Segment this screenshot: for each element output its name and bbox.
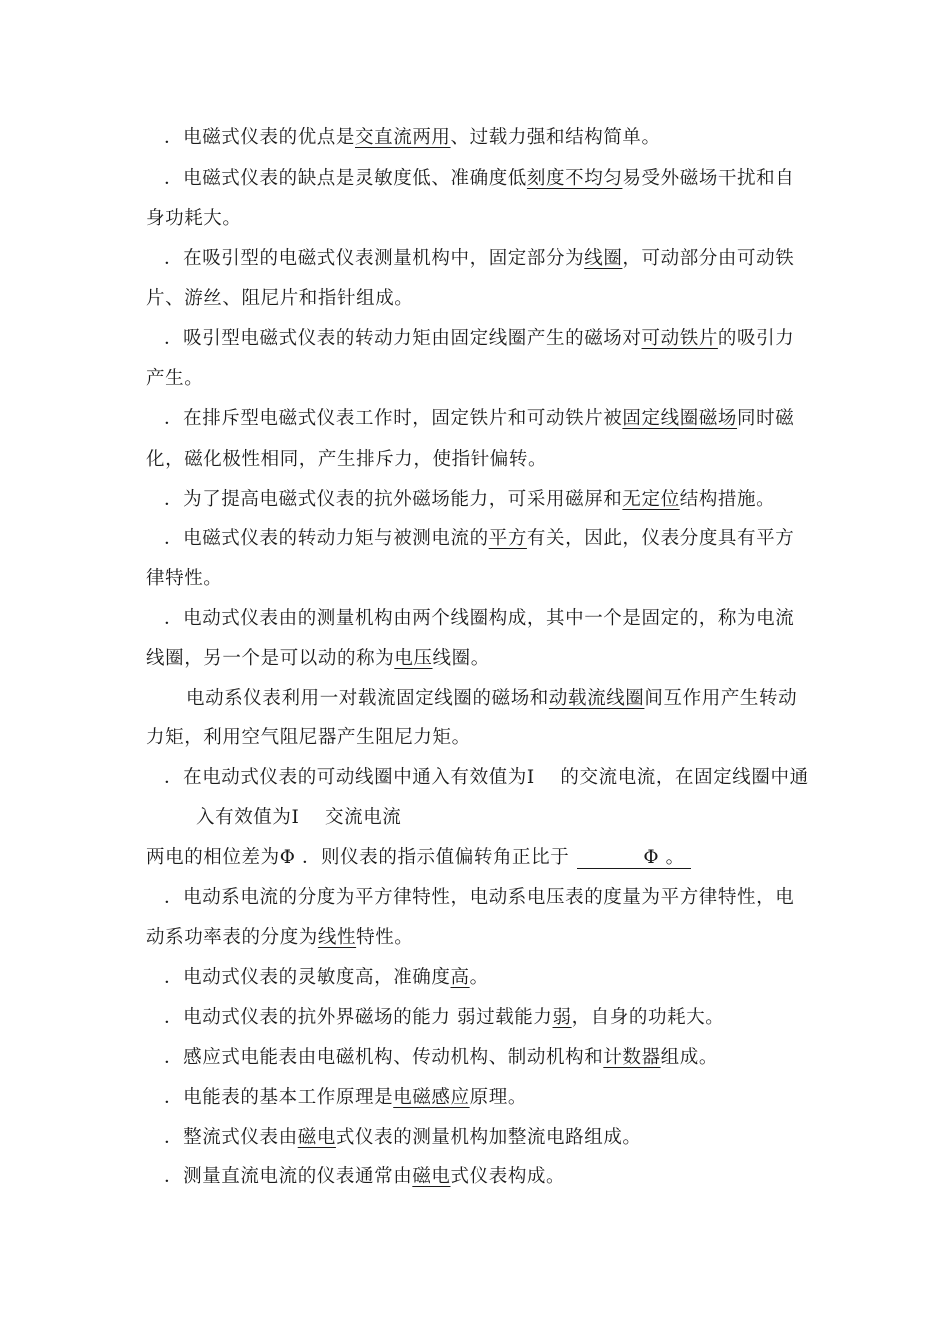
text-line: [164, 525, 844, 553]
text-line: [164, 1163, 844, 1191]
text: 特性。: [356, 927, 414, 948]
text: 吸引型电磁式仪表的转动力矩由固定线圈产生的磁场对: [183, 328, 642, 349]
text-line: [146, 844, 826, 872]
underlined-answer: 磁电: [412, 1166, 451, 1187]
text: 式仪表的测量机构加整流电路组成。: [335, 1127, 642, 1148]
text-line: [146, 724, 826, 752]
text: 结构措施。: [679, 489, 776, 510]
text: 化，磁化极性相同，产生排斥力，使指针偏转。: [146, 449, 548, 470]
text: 入有效值为I 交流电流: [196, 807, 402, 828]
underlined-answer: 线圈: [584, 248, 623, 269]
text: ，自身的功耗大。: [571, 1007, 725, 1028]
underlined-answer: 刻度不均匀: [526, 168, 623, 189]
bullet: ．: [164, 408, 184, 429]
text-line: [164, 325, 844, 353]
bullet: ．: [164, 489, 184, 510]
text-line: [164, 1044, 844, 1072]
text-line: [146, 285, 826, 313]
underlined-answer: 磁电: [297, 1127, 336, 1148]
text-line: [196, 804, 876, 832]
text: 电能表的基本工作原理是: [183, 1087, 394, 1108]
underlined-answer: 可动铁片: [641, 328, 718, 349]
text-line: [164, 405, 844, 433]
text-line: [186, 685, 866, 713]
text-line: [164, 964, 844, 992]
text: 线圈，另一个是可以动的称为: [146, 648, 395, 669]
text: 易受外磁场干扰和自: [622, 168, 795, 189]
text-line: [164, 1084, 844, 1112]
text: 、过载力强和结构简单。: [450, 127, 661, 148]
bullet: ．: [164, 1166, 184, 1187]
bullet: ．: [164, 168, 184, 189]
bullet: ．: [164, 248, 184, 269]
text: 在电动式仪表的可动线圈中通入有效值为I 的交流电流，在固定线圈中通: [183, 767, 809, 788]
text: 产生。: [146, 368, 204, 389]
underlined-answer: 线性: [317, 927, 357, 948]
text: 律特性。: [146, 568, 223, 589]
text-line: [146, 645, 826, 673]
text-line: [146, 205, 826, 233]
text: 在排斥型电磁式仪表工作时，固定铁片和可动铁片被: [183, 408, 623, 429]
text: 有关，因此，仪表分度具有平方: [526, 528, 795, 549]
bullet: ．: [164, 767, 184, 788]
text: 在吸引型的电磁式仪表测量机构中，固定部分为: [183, 248, 585, 269]
text-line: [164, 764, 844, 792]
text: 力矩，利用空气阻尼器产生阻尼力矩。: [146, 727, 471, 748]
text: 电动系电流的分度为平方律特性，电动系电压表的度量为平方律特性，电: [183, 887, 795, 908]
text: 感应式电能表由电磁机构、传动机构、制动机构和: [183, 1047, 604, 1068]
underlined-answer: 动载流线圈: [548, 688, 645, 709]
underlined-answer: 平方: [488, 528, 527, 549]
text: 两电的相位差为Φ ．则仪表的指示值偏转角正比于: [146, 847, 570, 868]
bullet: ．: [164, 328, 184, 349]
text: 电动式仪表由的测量机构由两个线圈构成，其中一个是固定的，称为电流: [183, 608, 795, 629]
text-line: [146, 446, 826, 474]
text-line: [164, 1124, 844, 1152]
underlined-answer: 无定位: [622, 489, 680, 510]
bullet: ．: [164, 887, 184, 908]
bullet: ．: [164, 1007, 184, 1028]
text: 电动式仪表的灵敏度高，准确度: [183, 967, 451, 988]
bullet: ．: [164, 1047, 184, 1068]
text: 式仪表构成。: [450, 1166, 566, 1187]
text-line: [146, 565, 826, 593]
bullet: ．: [164, 967, 184, 988]
text: 。: [469, 967, 489, 988]
text: 电动式仪表的抗外界磁场的能力 弱过载能力: [183, 1007, 553, 1028]
text-line: [164, 245, 844, 273]
text: 电动系仪表利用一对载流固定线圈的磁场和: [186, 688, 549, 709]
bullet: ．: [164, 608, 184, 629]
text-line: [146, 365, 826, 393]
text-line: [164, 1004, 844, 1032]
bullet: ．: [164, 1087, 184, 1108]
text: 为了提高电磁式仪表的抗外磁场能力，可采用磁屏和: [183, 489, 623, 510]
underlined-answer: 电磁感应: [393, 1087, 470, 1108]
underlined-answer: 固定线圈磁场: [622, 408, 738, 429]
text: 电磁式仪表的转动力矩与被测电流的: [183, 528, 489, 549]
underlined-answer: 计数器: [603, 1047, 661, 1068]
answer-blank: Φ 。: [577, 844, 690, 869]
bullet: ．: [164, 1127, 184, 1148]
text: 组成。: [660, 1047, 718, 1068]
text-line: [164, 124, 844, 152]
underlined-answer: 电压: [394, 648, 433, 669]
text: ，可动部分由可动铁: [622, 248, 795, 269]
text: 电磁式仪表的优点是: [183, 127, 356, 148]
text: 整流式仪表由: [183, 1127, 298, 1148]
text: 电磁式仪表的缺点是灵敏度低、准确度低: [183, 168, 527, 189]
text-line: [164, 486, 844, 514]
underlined-answer: 弱: [552, 1007, 572, 1028]
text: 测量直流电流的仪表通常由: [183, 1166, 413, 1187]
underlined-answer: 高: [450, 967, 470, 988]
text: 的吸引力: [717, 328, 795, 349]
text: 同时磁: [737, 408, 795, 429]
text: 原理。: [469, 1087, 527, 1108]
text-line: [164, 165, 844, 193]
text: 线圈。: [432, 648, 490, 669]
text-line: [164, 884, 844, 912]
text-line: [146, 924, 826, 952]
bullet: ．: [164, 528, 184, 549]
text: 间互作用产生转动: [644, 688, 798, 709]
bullet: ．: [164, 127, 184, 148]
text-line: [164, 605, 844, 633]
text: 身功耗大。: [146, 208, 242, 229]
text: 片、游丝、阻尼片和指针组成。: [146, 288, 414, 309]
underlined-answer: 交直流两用: [355, 127, 451, 148]
text: 动系功率表的分度为: [146, 927, 318, 948]
